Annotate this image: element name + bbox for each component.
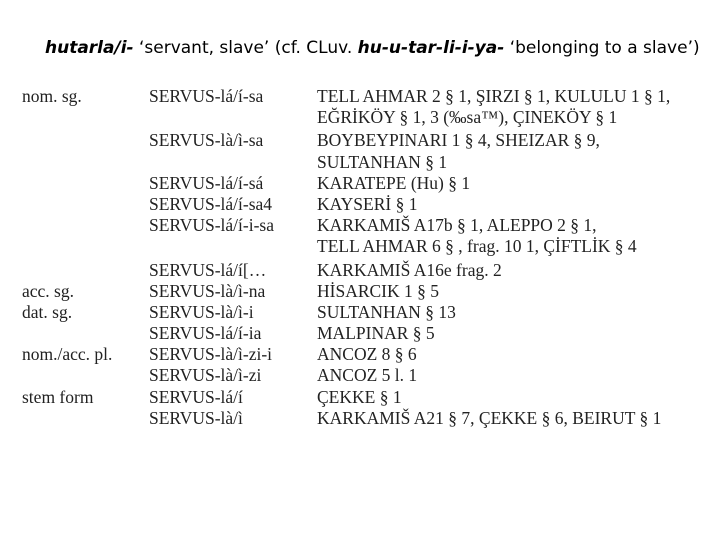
- word-form: SERVUS-là/ì-i: [149, 301, 254, 322]
- heading-term: hutarla/i-: [45, 38, 134, 58]
- heading-cognate-term: hu-u-tar-li-i-ya-: [357, 38, 505, 58]
- text-references: BOYBEYPINARI 1 § 4, SHEIZAR § 9,: [317, 130, 600, 151]
- word-form: SERVUS-lá/í-sa: [149, 86, 264, 106]
- word-form: SERVUS-lá/í-sá: [149, 172, 264, 193]
- text-references: MALPINAR § 5: [317, 323, 435, 344]
- word-form: SERVUS-lá/í-i-sa: [149, 215, 274, 236]
- word-form: SERVUS-lá/í-sa4: [149, 193, 273, 214]
- word-form: SERVUS-lá/í[…: [149, 259, 267, 280]
- entry-heading: [45, 38, 700, 58]
- word-form: SERVUS-là/ì: [149, 407, 243, 428]
- word-form: SERVUS-là/ì-zi-i: [149, 344, 273, 365]
- case-label: stem form: [22, 386, 94, 407]
- text-references: SULTANHAN § 13: [317, 301, 456, 322]
- text-references: KARKAMIŠ A17b § 1, ALEPPO 2 § 1,: [317, 215, 597, 236]
- text-references: KARKAMIŠ A21 § 7, ÇEKKE § 6, BEIRUT § 1: [317, 407, 662, 428]
- text-references: EĞRİKÖY § 1, 3 (‰sa™), ÇINEKÖY § 1: [317, 107, 618, 128]
- case-label: nom./acc. pl.: [22, 344, 113, 365]
- case-label: acc. sg.: [22, 280, 74, 301]
- word-form: SERVUS-là/ì-zi: [149, 365, 262, 386]
- heading-gloss: ‘servant, slave’ (cf. CLuv.: [133, 38, 358, 58]
- case-label: nom. sg.: [22, 86, 82, 106]
- text-references: ANCOZ 5 l. 1: [317, 365, 418, 386]
- word-form: SERVUS-là/ì-sa: [149, 130, 264, 151]
- text-references: TELL AHMAR 2 § 1, ŞIRZI § 1, KULULU 1 § 1,: [317, 86, 671, 106]
- text-references: ÇEKKE § 1: [317, 386, 402, 407]
- word-form: SERVUS-lá/í-ia: [149, 323, 262, 344]
- text-references: TELL AHMAR 6 § , frag. 10 1, ÇİFTLİK § 4: [317, 236, 637, 257]
- case-label: dat. sg.: [22, 301, 73, 322]
- text-references: ANCOZ 8 § 6: [317, 344, 417, 365]
- word-form: SERVUS-là/ì-na: [149, 280, 266, 301]
- text-references: HİSARCIK 1 § 5: [317, 280, 440, 301]
- text-references: KAYSERİ § 1: [317, 193, 418, 214]
- heading-cognate-gloss: ‘belonging to a slave’): [504, 38, 700, 58]
- text-references: KARATEPE (Hu) § 1: [317, 172, 471, 193]
- word-form: SERVUS-lá/í: [149, 386, 243, 407]
- text-references: SULTANHAN § 1: [317, 151, 448, 172]
- text-references: KARKAMIŠ A16e frag. 2: [317, 259, 502, 280]
